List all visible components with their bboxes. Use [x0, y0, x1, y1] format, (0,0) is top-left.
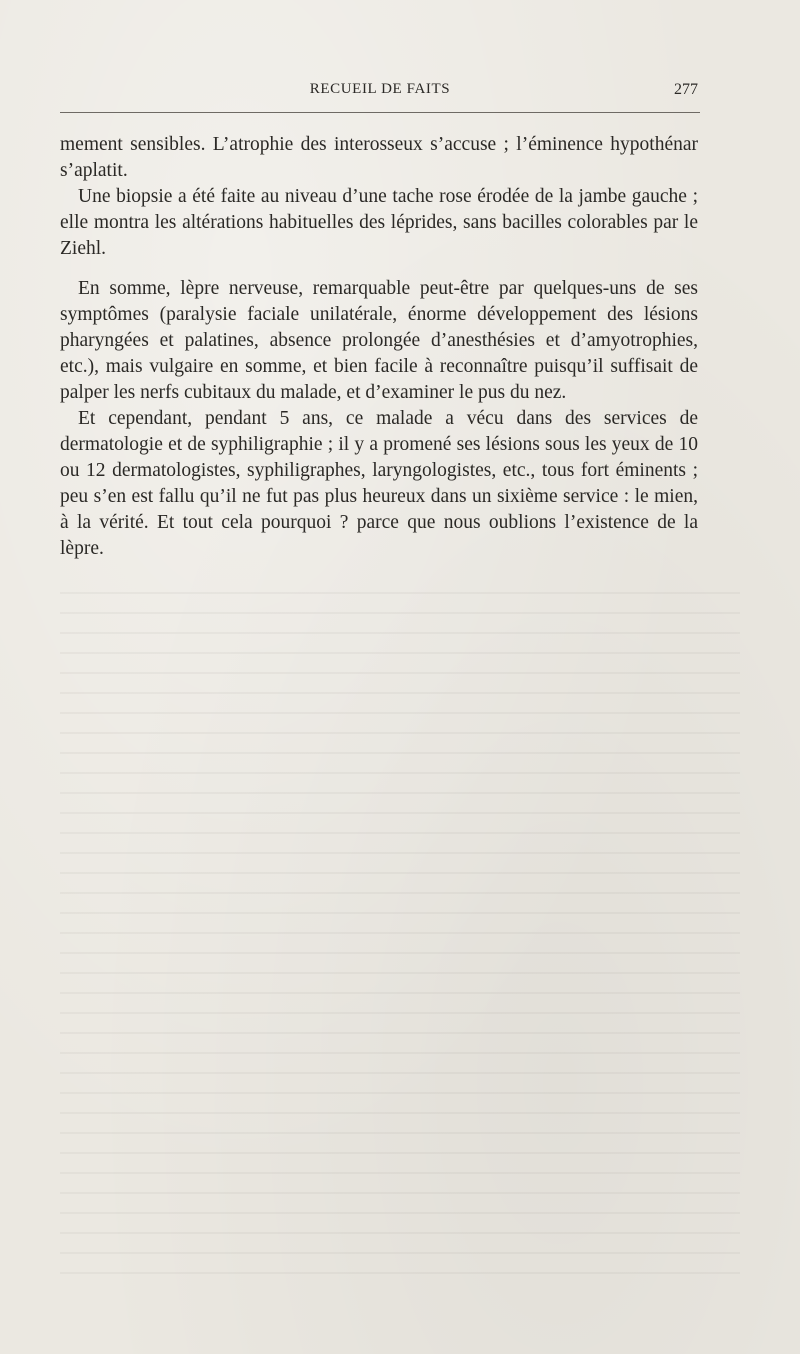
paragraph: Et cependant, pendant 5 ans, ce malade a vécu dans des services de dermatologie et de syphiligraphie ; il y a promené ses lésions sous les yeux de 10 ou 12 dermatologistes, syphiligraphes, laryngologistes, etc., tous fort éminents ; peu s’en est fallu qu’il ne fut pas plus heureux dans un sixième service : le mien, à la vérité. Et tout cela pourquoi ? parce que nous oublions l’existence de la lèpre.	[60, 408, 698, 559]
show-through-texture	[60, 580, 740, 1280]
paragraph: Une biopsie a été faite au niveau d’une tache rose érodée de la jambe gauche ; elle montra les altérations habituelles des léprides, sans bacilles colorables par le Ziehl.	[60, 186, 698, 259]
running-head	[60, 80, 700, 104]
paragraph: En somme, lèpre nerveuse, remarquable peut-être par quelques-uns de ses symptômes (paralysie faciale unilatérale, énorme développement des lésions pharyngées et palatines, absence prolongée d’anesthésies et d’amyotrophies, etc.), mais vulgaire en somme, et bien facile à reconnaître puisqu’il suffisait de palper les nerfs cubitaux du malade, et d’examiner le pus du nez.	[60, 278, 698, 403]
page-number: 277	[674, 81, 698, 98]
paragraph: mement sensibles. L’atrophie des interosseux s’accuse ; l’éminence hypothénar s’aplatit.	[60, 134, 698, 181]
body-text	[60, 132, 698, 562]
running-title: RECUEIL DE FAITS	[309, 81, 451, 97]
header-rule	[60, 112, 700, 113]
